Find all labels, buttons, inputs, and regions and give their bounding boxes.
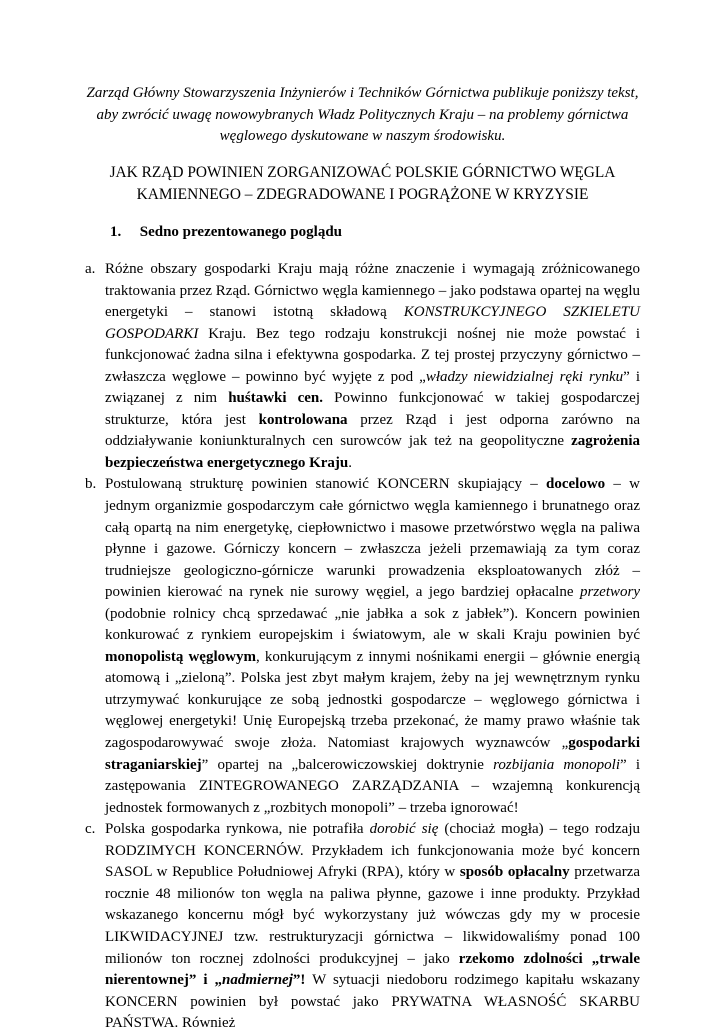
point-list [85,259,640,1035]
text-segment: przetwory [580,584,640,601]
text-segment: przetwarza rocznie 48 milionów ton węgla na paliwa płynne, gazowe i inne produkty. Przykład wskazanego koncernu mógł być wykorzystany już wówczas gdy my w procesie LIKWIDACYJNEJ tzw. restrukturyzacji górnictwa – likwidowaliśmy ponad 100 milionów ton rocznej zdolności produkcyjnej – jako [105,864,641,967]
text-segment: – w jednym organizmie gospodarczym całe górnictwo węgla kamiennego i brunatnego oraz całą opartą na nim energetykę, ciepłownictwo i masowe przetwórstwo węgla na paliwa płynne i gazowe. Górniczy koncern – zwłaszcza jeżeli przemawiają za tym coraz trudniejsze geologiczno-górnicze warunki prowadzenia eksploatowanych złóż – powinien kierować na rynek nie surowy węgiel, a jego bardziej opłacalne [105,476,640,601]
list-item [85,819,640,1034]
list-item-text [105,821,640,1031]
text-segment: Kraju. Bez tego rodzaju konstrukcji nośnej nie może powstać i funkcjonować żadna silna i efektywna gospodarka. Z tej prostej przyczyny górnictwo – zwłaszcza węglowe – powinno być wyjęte z pod „ [105,325,640,385]
list-item-text [105,476,640,815]
list-item [85,259,640,474]
text-segment: kontrolowana [258,411,348,428]
list-marker: c. [85,821,96,838]
text-segment: ” i związanej z nim [105,368,641,407]
text-segment: rzekomo zdolności „trwale nierentownej” i „ [105,950,640,989]
text-segment: (podobnie rolnicy chcą sprzedawać „nie jabłka a sok z jabłek”). Koncern powinien konkurować z rynkiem europejskim i światowym, ale w skali Kraju powinien być [105,605,640,644]
text-segment: KONSTRUKCYJNEGO SZKIELETU GOSPODARKI [105,304,640,342]
list-item [85,474,640,819]
text-segment: ” opartej na „balcerowiczowskiej doktrynie [201,756,494,773]
document-title: JAK RZĄD POWINIEN ZORGANIZOWAĆ POLSKIE GÓRNICTWO WĘGLA KAMIENNEGO – ZDEGRADOWANE I POGRĄŻONE W KRYZYSIE [109,164,616,203]
text-segment: Postulowaną strukturę powinien stanowić KONCERN skupiający – [105,476,546,493]
text-segment: , konkurującym z innymi nośnikami energii – głównie energią atomową i „zieloną”. Polska jest zbyt małym krajem, żeby na jej wewnętrznym rynku utrzymywać konkurujące ze sobą jednostki gospodarcze – węglowego górnictwa i węglowej energetyki! Unię Europejską trzeba przekonać, że mamy prawo właśnie tak zagospodarowywać swoje złoża. Natomiast krajowych wyznawców „ [105,648,640,752]
list-item-text [105,261,640,471]
text-segment: (chociaż mogła) – tego rodzaju RODZIMYCH KONCERNÓW. Przykładem ich funkcjonowania może być koncern SASOL w Republice Południowej Afryki (RPA), który w [105,821,640,881]
text-segment: dorobić się [369,821,439,838]
section-number: 1. [110,224,122,240]
text-segment: nadmiernej [222,972,293,989]
text-segment: Powinno funkcjonować w takiej gospodarczej strukturze, która jest [105,390,640,428]
list-marker: a. [85,261,96,277]
text-segment: W sytuacji niedoboru rodzimego kapitału wskazany KONCERN powinien był powstać jako PRYWATNA WŁASNOŚĆ SKARBU PAŃSTWA. Również [105,972,641,1032]
section-title: Sedno prezentowanego poglądu [139,224,343,240]
text-segment: ” i zastępowania ZINTEGROWANEGO ZARZĄDZANIA – wzajemną konkurencją jednostek formowanych z „rozbitych monopoli” – trzeba ignorować! [105,756,640,816]
text-segment: Różne obszary gospodarki Kraju mają różne znaczenie i wymagają zróżnicowanego traktowania przez Rząd. Górnictwo węgla kamiennego – jako podstawa opartej na węglu energetyki – stanowi istotną składową [105,261,640,321]
text-segment: gospodarki straganiarskiej [105,735,640,773]
section-heading [110,222,342,244]
text-segment: ”! [292,972,306,989]
text-segment: sposób opłacalny [459,864,570,881]
text-segment: przez Rząd i jest odporna zarówno na oddziaływanie koniunkturalnych cen surowców jak też na geopolityczne [105,411,640,450]
text-segment: docelowo [546,476,606,493]
list-marker: b. [85,476,97,493]
text-segment: . [348,454,353,471]
text-segment: władzy niewidzialnej ręki rynku [425,368,624,385]
text-segment: monopolistą węglowym [105,648,256,665]
text-segment: rozbijania monopoli [493,756,621,773]
text-segment: Polska gospodarka rynkowa, nie potrafiła [105,821,370,838]
intro-note: Zarząd Główny Stowarzyszenia Inżynierów i Techników Górnictwa publikuje poniższy tekst, aby zwrócić uwagę nowowybranych Władz Politycznych Kraju – na problemy górnictwa węglowego dyskutowane w naszym środowisku. [86,85,639,145]
text-segment: zagrożenia bezpieczeństwa energetycznego Kraju [105,433,640,471]
text-segment: huśtawki cen. [228,390,324,407]
